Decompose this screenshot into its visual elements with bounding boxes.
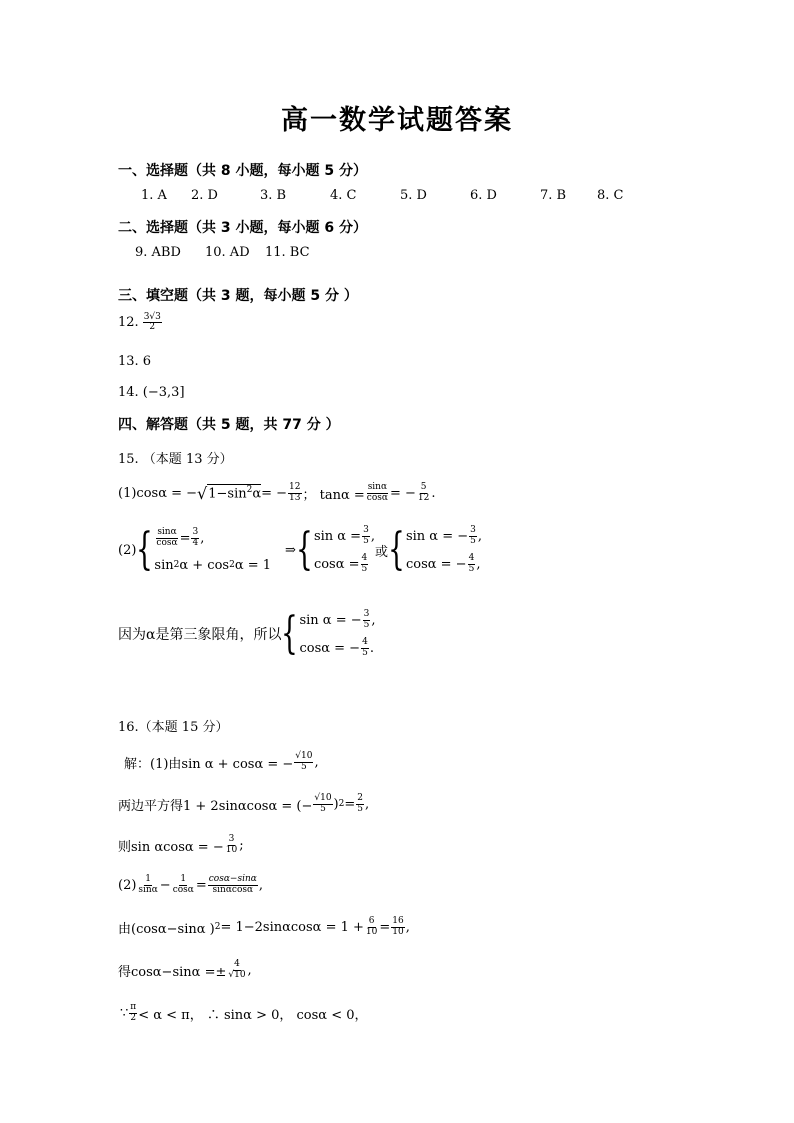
cos-text: cosα = − [405, 556, 467, 572]
fraction [129, 1003, 137, 1023]
fraction-numerator: 2 [357, 793, 363, 804]
fraction-denominator: 10 [365, 926, 378, 937]
exponent: 2 [173, 560, 180, 570]
fraction-denominator: 13 [289, 492, 301, 503]
left-brace: { [136, 524, 154, 575]
q16-line5 [118, 912, 410, 942]
answer-13: 13. 6 [118, 354, 152, 369]
system-3 [406, 522, 482, 578]
fraction-denominator: 12 [417, 492, 430, 503]
q15-part1 [118, 478, 435, 508]
q15-header: 15. （本题 13 分） [118, 452, 233, 467]
system-1-eq2 [154, 553, 271, 577]
minus: − [159, 877, 171, 893]
fraction-denominator: √10 [228, 969, 246, 980]
fraction-numerator: 16 [392, 916, 404, 927]
fraction [362, 526, 370, 546]
q16-l6-text: 得cosα−sinα =± [118, 964, 227, 980]
fraction [468, 554, 476, 574]
fraction [469, 526, 477, 546]
fraction-denominator: sinαcosα [212, 884, 254, 895]
equals: = [195, 877, 207, 893]
system-2 [314, 522, 375, 578]
fraction-numerator: 6 [368, 916, 375, 927]
fraction [155, 528, 178, 548]
fraction-denominator: 2 [130, 1012, 137, 1023]
fraction-numerator: 3 [470, 525, 476, 536]
comma: , [200, 530, 205, 546]
fraction [417, 483, 430, 503]
fraction [227, 960, 246, 980]
section-3-heading: 三、填空题（共 3 题，每小题 5 分 ） [118, 288, 358, 304]
fraction-denominator: 10 [392, 926, 404, 937]
q16-l2-text: 两边平方得1 + 2sinαcosα = (− [118, 798, 313, 814]
fraction-denominator: 5 [362, 647, 368, 658]
cos-text: α + cos [179, 557, 230, 573]
radicand-text: 1−sin [208, 486, 247, 502]
answer-2: 2. D [191, 188, 218, 203]
section-4-heading: 四、解答题（共 5 题，共 77 分 ） [118, 417, 340, 433]
comma: , [365, 796, 370, 812]
fraction [363, 610, 371, 630]
radicand-end: α [252, 486, 262, 502]
q16-l5-mid: = 1−2sinαcosα = 1 + [220, 919, 364, 935]
system-1-eq1 [154, 523, 271, 553]
fraction-denominator: 5 [468, 563, 475, 574]
fraction [391, 917, 404, 937]
fraction-numerator: 3√3 [143, 312, 161, 322]
q16-line6 [118, 954, 252, 986]
section-2-heading: 二、选择题（共 3 小题，每小题 6 分） [118, 220, 367, 236]
fraction-numerator: √10 [295, 751, 313, 762]
fraction [137, 875, 158, 895]
answer-9: 9. ABD [135, 245, 181, 260]
fraction-denominator: sinα [138, 884, 158, 895]
exponent: 2 [229, 560, 235, 570]
answer-7: 7. B [540, 188, 567, 203]
fraction [225, 835, 238, 855]
comma: , [314, 754, 319, 770]
or-text: 或 [374, 544, 388, 560]
fraction [356, 794, 364, 814]
q16-line7 [120, 998, 368, 1028]
q16-header: 16.（本题 15 分） [118, 720, 229, 735]
because-symbol: ∵ [120, 1005, 129, 1021]
sin-text: sin α = − [299, 612, 362, 628]
comma: , [371, 612, 376, 628]
fraction [288, 483, 301, 503]
comma: , [405, 919, 410, 935]
exponent: 2 [246, 485, 253, 496]
equals: = [379, 919, 391, 935]
fraction [313, 794, 332, 814]
answer-12 [118, 313, 163, 333]
q16-l4-label: (2) [118, 877, 137, 893]
answer-3: 3. B [260, 188, 287, 203]
answer-1: 1. A [141, 188, 167, 203]
fraction-numerator: 4 [234, 959, 240, 970]
answer-5: 5. D [400, 188, 427, 203]
fraction-numerator: cosα−sinα [208, 874, 257, 885]
fraction-numerator: 4 [468, 553, 475, 564]
q16-l1-text: 解：(1)由sin α + cosα = − [124, 756, 294, 772]
answer-12-label: 12. [118, 315, 139, 331]
fraction-denominator: 4 [192, 537, 199, 548]
fraction [366, 483, 389, 503]
fraction-numerator: sinα [367, 482, 388, 493]
q16-l3-text: 则sin αcosα = − [118, 839, 224, 855]
q15-p1-text: (1)cosα = − [118, 485, 198, 501]
fraction-numerator: 1 [180, 874, 187, 885]
q15-p1-eq2: = − [389, 485, 416, 501]
system-3-eq1 [406, 522, 482, 550]
left-brace: { [387, 524, 405, 575]
semicolon: ; [239, 837, 244, 853]
q16-line1 [124, 746, 319, 778]
fraction [208, 875, 258, 895]
answer-11: 11. BC [265, 245, 310, 260]
fraction-numerator: 12 [289, 482, 301, 493]
section-1-heading: 一、选择题（共 8 小题，每小题 5 分） [118, 163, 367, 179]
q15-p3-text: 因为α是第三象限角，所以 [118, 627, 282, 643]
answer-12-fraction [143, 313, 162, 333]
fraction-numerator: 3 [228, 834, 235, 845]
system-1 [154, 523, 271, 577]
fraction [294, 752, 313, 772]
fraction-numerator: sinα [157, 527, 177, 538]
system-4-eq1 [299, 606, 375, 634]
fraction [361, 638, 369, 658]
period: . [369, 640, 374, 656]
q15-p1-eq: = − [261, 485, 288, 501]
cos-text: cosα = [313, 556, 360, 572]
sin-text: sin [154, 557, 174, 573]
fraction-numerator: 4 [362, 637, 368, 648]
cos-text: cosα = − [299, 640, 361, 656]
fraction-denominator: 5 [363, 619, 370, 630]
q15-part2 [118, 520, 482, 580]
q15-part3 [118, 604, 376, 664]
fraction-denominator: 5 [301, 761, 307, 772]
comma: , [370, 528, 375, 544]
fraction-denominator: 5 [361, 563, 368, 574]
page-title: 高一数学试题答案 [281, 105, 513, 136]
fraction-numerator: 3 [363, 609, 370, 620]
exponent: 2 [338, 799, 345, 809]
system-2-eq2 [314, 550, 375, 578]
comma: , [477, 528, 483, 544]
answer-6: 6. D [470, 188, 497, 203]
system-3-eq2 [406, 550, 482, 578]
fraction-denominator: 5 [357, 803, 363, 814]
fraction [365, 917, 378, 937]
q16-line2 [118, 788, 369, 820]
fraction-denominator: 5 [320, 803, 326, 814]
fraction-denominator: 5 [363, 535, 369, 546]
answer-8: 8. C [597, 188, 624, 203]
eq-end: α = 1 [234, 557, 272, 573]
answer-14: 14. (−3,3] [118, 385, 185, 400]
fraction-numerator: 1 [145, 874, 151, 885]
implies-arrow: ⇒ [285, 542, 296, 558]
fraction-denominator: 5 [470, 535, 476, 546]
sin-text: sin α = [313, 528, 362, 544]
system-4-eq2 [299, 634, 375, 662]
fraction-denominator: cosα [156, 537, 178, 548]
exponent: 2 [214, 922, 221, 932]
q15-p1-end: . [431, 485, 436, 501]
system-4 [299, 606, 375, 662]
fraction-numerator: 3 [363, 525, 369, 536]
answer-4: 4. C [330, 188, 357, 203]
q16-line3 [118, 830, 244, 860]
fraction [361, 554, 369, 574]
q16-l7-text: < α < π， ∴ sinα > 0， cosα < 0， [138, 1007, 368, 1023]
paren: ) [333, 796, 339, 812]
sqrt-symbol: √ [197, 483, 208, 503]
fraction-denominator: 10 [225, 844, 238, 855]
fraction [172, 875, 195, 895]
q15-p2-label: (2) [118, 542, 137, 558]
fraction-numerator: √10 [314, 793, 332, 804]
fraction-numerator: 3 [192, 527, 199, 538]
fraction-denominator: cosα [172, 884, 194, 895]
sin-text: sin α = − [405, 528, 469, 544]
fraction-numerator: 4 [361, 553, 368, 564]
comma: , [258, 877, 263, 893]
comma: , [247, 962, 252, 978]
left-brace: { [295, 524, 313, 575]
q16-line4 [118, 870, 263, 900]
fraction-numerator: π [130, 1002, 137, 1013]
fraction-denominator: 2 [149, 322, 156, 333]
answer-10: 10. AD [205, 245, 250, 260]
equals: = [344, 796, 356, 812]
equals: = [179, 530, 191, 546]
left-brace: { [281, 608, 299, 659]
system-2-eq1 [314, 522, 375, 550]
q16-l5-text: 由(cosα−sinα ) [118, 921, 215, 937]
fraction-numerator: 5 [420, 482, 427, 493]
fraction-denominator: cosα [366, 492, 388, 503]
fraction [191, 528, 199, 548]
comma: , [476, 556, 481, 572]
sqrt-radicand [207, 484, 261, 501]
q15-p1-tan: ； tanα = [302, 487, 365, 503]
